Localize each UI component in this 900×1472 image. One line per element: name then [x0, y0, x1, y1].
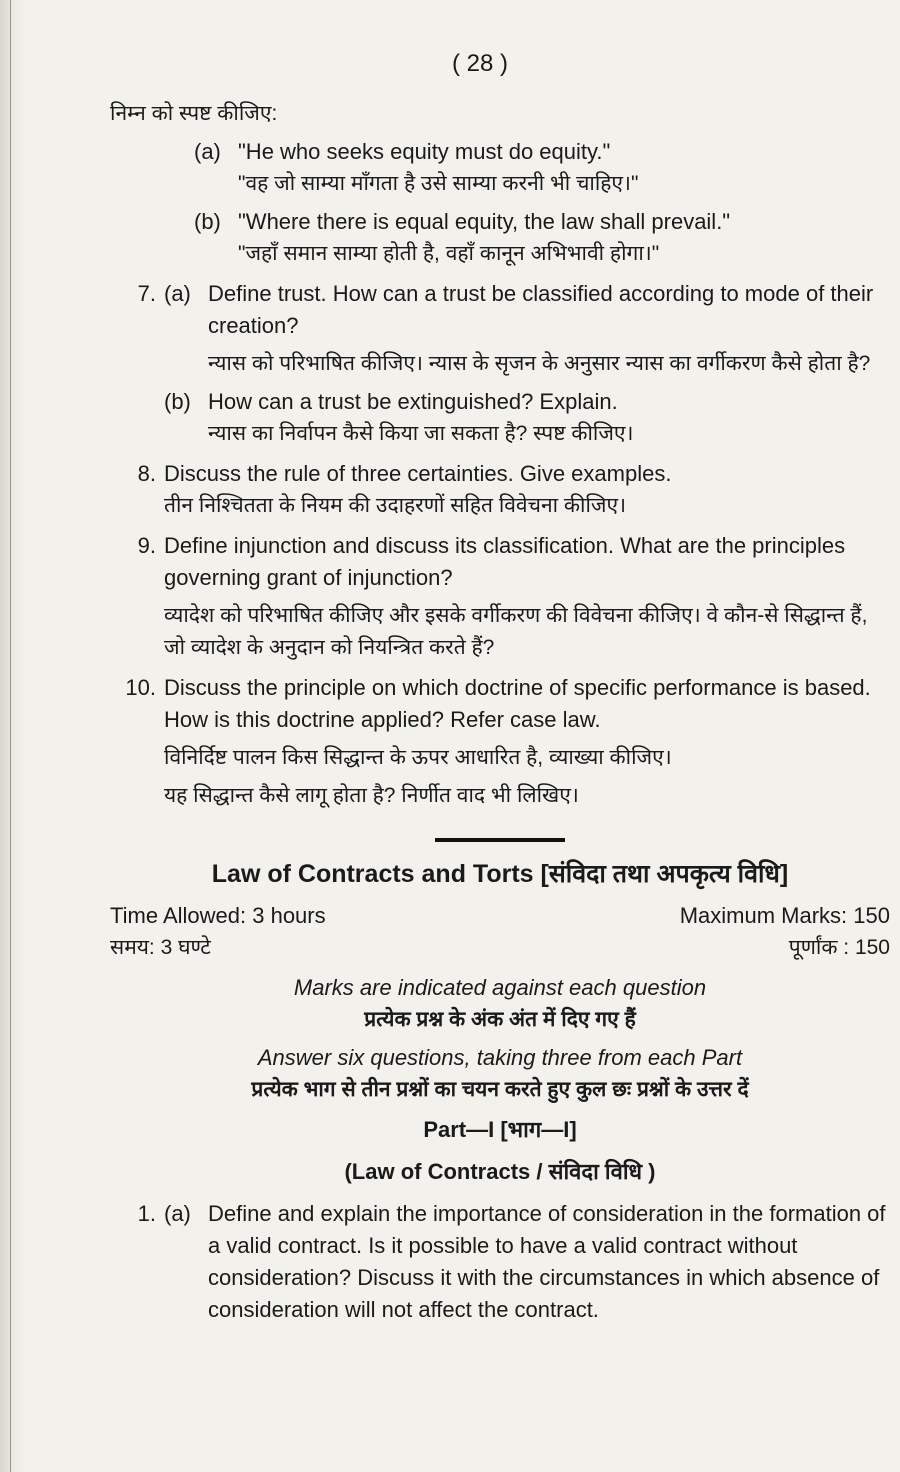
time-allowed: Time Allowed: 3 hours	[110, 903, 326, 928]
p1a	[164, 1198, 890, 1326]
maximum-marks: Maximum Marks: 150	[679, 903, 890, 928]
book-binding-edge	[0, 0, 26, 1472]
page-number: ( 28 )	[451, 50, 508, 77]
q10-english: Discuss the principle on which doctrine of specific performance is based. How is this doctrine applied? Refer case law.	[164, 675, 871, 732]
instructions-english: Answer six questions, taking three from each Part	[257, 1045, 743, 1070]
q7a	[164, 278, 890, 380]
paper-title: Law of Contracts and Torts [संविदा तथा अपकृत्य विधि]	[211, 860, 789, 888]
part1-question-1	[110, 1198, 890, 1326]
q7-number: 7.	[137, 281, 156, 306]
instructions-hindi: प्रत्येक भाग से तीन प्रश्नों का चयन करते हुए कुल छः प्रश्नों के उत्तर दें	[251, 1078, 749, 1101]
time-marks-hindi	[110, 932, 890, 964]
q9-number: 9.	[137, 533, 156, 558]
q7a-english: Define trust. How can a trust be classified according to mode of their creation?	[208, 281, 874, 338]
p1a-label: (a)	[164, 1201, 191, 1226]
q6b-english: "Where there is equal equity, the law shall prevail."	[238, 209, 731, 234]
q7b-english: How can a trust be extinguished? Explain.	[208, 389, 618, 414]
part-title: (Law of Contracts / संविदा विधि )	[344, 1159, 656, 1184]
q8-english: Discuss the rule of three certainties. Give examples.	[164, 461, 672, 486]
q8-hindi: तीन निश्चितता के नियम की उदाहरणों सहित विवेचना कीजिए।	[164, 494, 627, 517]
q10-number: 10.	[125, 675, 156, 700]
marks-note-english: Marks are indicated against each question	[293, 975, 707, 1000]
q6-intro: निम्न को स्पष्ट कीजिए:	[110, 102, 278, 125]
time-marks-english	[110, 900, 890, 932]
q10-hindi-1: विनिर्दिष्ट पालन किस सिद्धान्त के ऊपर आधारित है, व्याख्या कीजिए।	[164, 746, 672, 769]
p1-number: 1.	[137, 1201, 156, 1226]
q9-english: Define injunction and discuss its classification. What are the principles governing grant of injunction?	[164, 533, 846, 590]
q6a	[194, 136, 890, 200]
p1a-english: Define and explain the importance of consideration in the formation of a valid contract. Is it possible to have a valid contract without consideration? Discuss it with the circumstances in which absence of consideration will not affect the contract.	[208, 1201, 886, 1322]
q6b-hindi: "जहाँ समान साम्या होती है, वहाँ कानून अभिभावी होगा।"	[238, 242, 660, 265]
q6b-label: (b)	[194, 209, 221, 234]
q7a-hindi: न्यास को परिभाषित कीजिए। न्यास के सृजन के अनुसार न्यास का वर्गीकरण कैसे होता है?	[208, 352, 871, 375]
q10-hindi-2: यह सिद्धान्त कैसे लागू होता है? निर्णीत वाद भी लिखिए।	[164, 784, 579, 807]
q7b-hindi: न्यास का निर्वापन कैसे किया जा सकता है? स्पष्ट कीजिए।	[208, 422, 634, 445]
question-10	[110, 672, 890, 812]
q6b	[194, 206, 890, 270]
question-7	[110, 278, 890, 450]
q7b-label: (b)	[164, 389, 191, 414]
q7b	[164, 386, 890, 450]
section-divider	[435, 838, 565, 842]
exam-page	[110, 50, 890, 1326]
q7a-label: (a)	[164, 281, 191, 306]
marks-note-hindi: प्रत्येक प्रश्न के अंक अंत में दिए गए हैं	[364, 1008, 636, 1031]
q9-hindi: व्यादेश को परिभाषित कीजिए और इसके वर्गीकरण की विवेचना कीजिए। वे कौन-से सिद्धान्त हैं, जो व्यादेश के अनुदान को नियन्त्रित करते हैं?	[164, 604, 868, 659]
time-allowed-hindi: समय: 3 घण्टे	[110, 936, 211, 959]
question-8	[110, 458, 890, 522]
question-9	[110, 530, 890, 664]
part-heading: Part—I [भाग—I]	[423, 1117, 577, 1142]
q6a-english: "He who seeks equity must do equity."	[238, 139, 611, 164]
q6a-hindi: "वह जो साम्या माँगता है उसे साम्या करनी भी चाहिए।"	[238, 172, 639, 195]
maximum-marks-hindi: पूर्णांक : 150	[788, 936, 890, 959]
q6a-label: (a)	[194, 139, 221, 164]
q8-number: 8.	[137, 461, 156, 486]
